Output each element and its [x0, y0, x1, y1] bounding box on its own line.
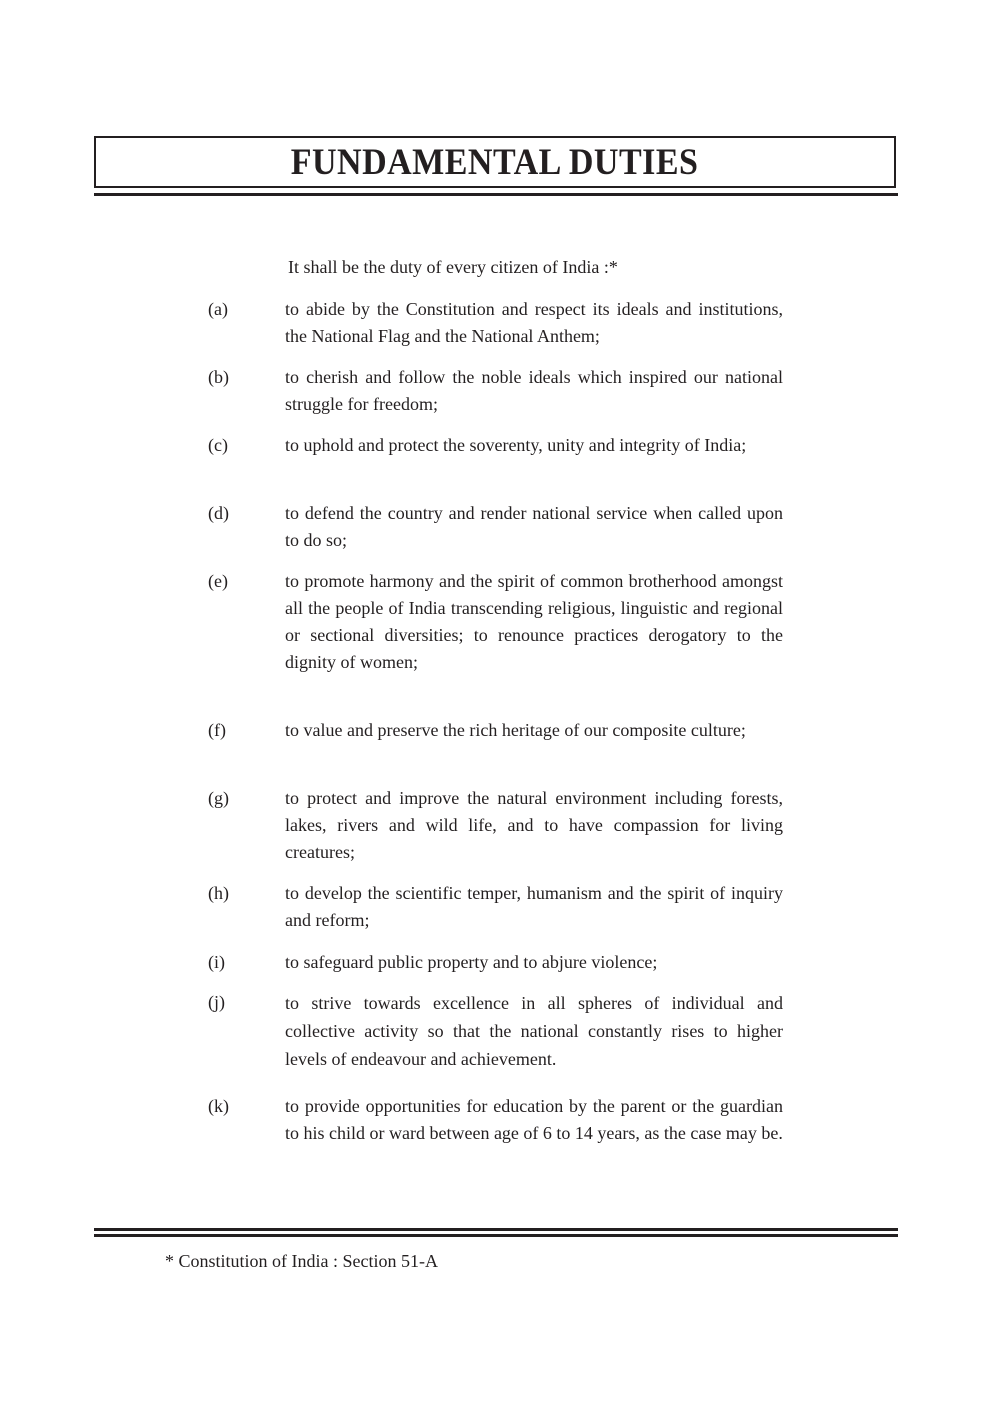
item-label: (j) — [208, 992, 225, 1012]
footer-rule-top — [94, 1228, 898, 1231]
item-label: (a) — [208, 299, 228, 319]
item-text: to promote harmony and the spirit of common brotherhood amongst all the people of India transcending religious, linguistic and regional or sectional diversities; to renounce practices derogatory to the dignity of women; — [285, 571, 783, 672]
item-text: to abide by the Constitution and respect its ideals and institutions, the National Flag and the National Anthem; — [285, 299, 783, 346]
item-label: (d) — [208, 503, 229, 523]
item-label: (b) — [208, 367, 229, 387]
item-label: (f) — [208, 720, 226, 740]
item-text: to uphold and protect the soverenty, unity and integrity of India; — [285, 435, 747, 455]
item-label: (k) — [208, 1096, 229, 1116]
footnote: * Constitution of India : Section 51-A — [165, 1251, 438, 1271]
item-text: to value and preserve the rich heritage of our composite culture; — [285, 720, 746, 740]
item-text: to strive towards excellence in all spheres of individual and collective activity so that the national constantly rises to higher levels of endeavour and achievement. — [285, 993, 783, 1069]
item-label: (c) — [208, 435, 228, 455]
item-label: (i) — [208, 952, 225, 972]
item-text: to safeguard public property and to abjure violence; — [285, 952, 658, 972]
title-box — [94, 136, 896, 188]
item-label: (h) — [208, 883, 229, 903]
item-text: to develop the scientific temper, humanism and the spirit of inquiry and reform; — [285, 883, 783, 930]
item-text: to provide opportunities for education by the parent or the guardian to his child or ward between age of 6 to 14 years, as the case may be. — [285, 1096, 783, 1143]
footer-rule-bottom — [94, 1234, 898, 1237]
intro-text: It shall be the duty of every citizen of India :* — [288, 257, 618, 277]
page-title: FUNDAMENTAL DUTIES — [291, 142, 699, 183]
item-text: to defend the country and render national service when called upon to do so; — [285, 503, 783, 550]
item-text: to protect and improve the natural environment including forests, lakes, rivers and wild life, and to have compassion for living creatures; — [285, 788, 783, 862]
title-underline — [94, 193, 898, 196]
item-label: (e) — [208, 571, 228, 591]
item-label: (g) — [208, 788, 229, 808]
item-text: to cherish and follow the noble ideals which inspired our national struggle for freedom; — [285, 367, 783, 414]
